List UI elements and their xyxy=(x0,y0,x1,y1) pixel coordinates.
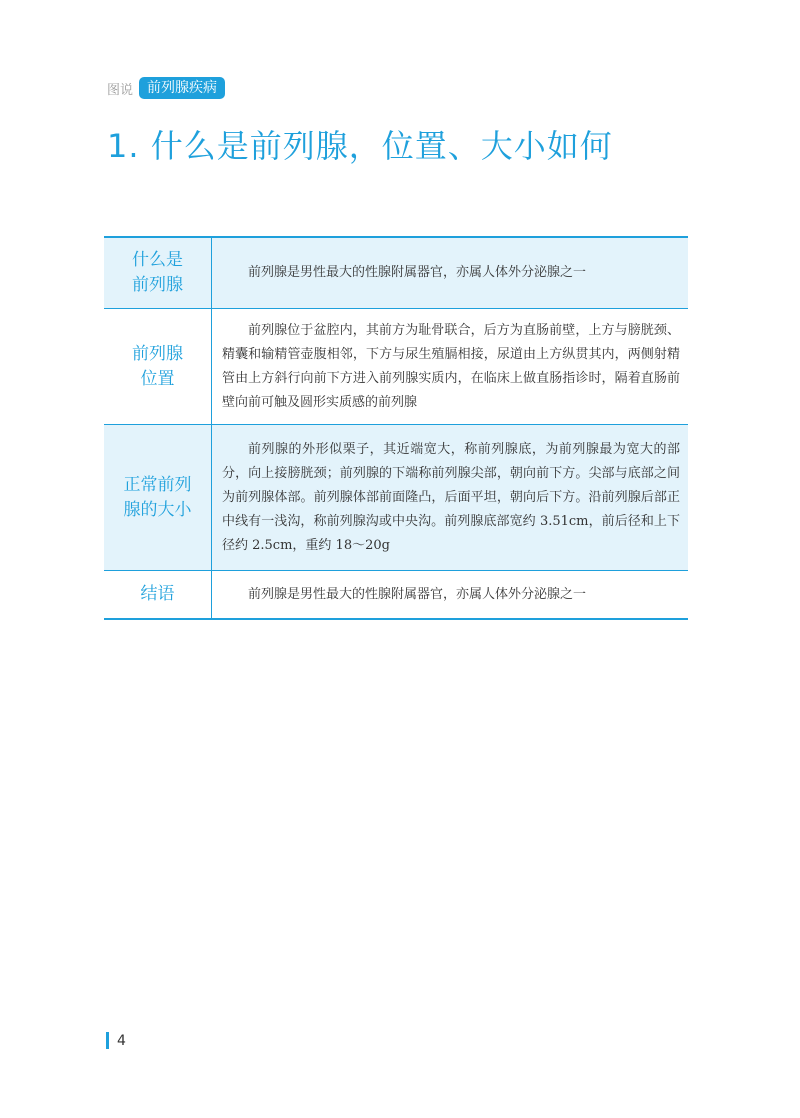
row-label-line: 前列腺 xyxy=(132,275,183,295)
row-label-line: 结语 xyxy=(140,584,175,604)
header-label: 图说 xyxy=(107,82,134,98)
row-label xyxy=(104,425,212,571)
row-label-line: 正常前列 xyxy=(123,474,192,495)
page-number-bar xyxy=(106,1032,109,1049)
row-label-line: 腺的大小 xyxy=(123,499,192,520)
info-table xyxy=(104,236,688,620)
header-badge: 前列腺疾病 xyxy=(139,77,225,99)
row-label xyxy=(104,571,212,620)
row-label xyxy=(104,309,212,425)
page-title: 1. 什么是前列腺，位置、大小如何 xyxy=(107,127,613,165)
page-number-text: 4 xyxy=(117,1032,126,1049)
row-content: 前列腺位于盆腔内，其前方为耻骨联合，后方为直肠前壁，上方与膀胱颈、精囊和输精管壶腹相邻，下方与尿生殖膈相接，尿道由上方纵贯其内，两侧射精管由上方斜行向前下方进入前列腺实质内，在临床上做直肠指诊时，隔着直肠前壁向前可触及圆形实质感的前列腺 xyxy=(212,309,689,425)
running-header xyxy=(107,77,225,99)
table-row xyxy=(104,571,688,620)
table-row xyxy=(104,425,688,571)
row-content: 前列腺是男性最大的性腺附属器官，亦属人体外分泌腺之一 xyxy=(212,237,689,309)
page-number xyxy=(106,1032,126,1049)
table-row xyxy=(104,237,688,309)
row-label-line: 位置 xyxy=(140,368,175,389)
row-content: 前列腺的外形似栗子，其近端宽大，称前列腺底，为前列腺最为宽大的部分，向上接膀胱颈；前列腺的下端称前列腺尖部，朝向前下方。尖部与底部之间为前列腺体部。前列腺体部前面隆凸，后面平坦，朝向后下方。沿前列腺后部正中线有一浅沟，称前列腺沟或中央沟。前列腺底部宽约 3.51cm，前后径和上下径约 2.5cm，重约 18～20g xyxy=(212,425,689,571)
table-row xyxy=(104,309,688,425)
row-label-line: 什么是 xyxy=(132,250,183,270)
row-label xyxy=(104,237,212,309)
row-content: 前列腺是男性最大的性腺附属器官，亦属人体外分泌腺之一 xyxy=(212,571,689,620)
row-label-line: 前列腺 xyxy=(132,343,183,364)
